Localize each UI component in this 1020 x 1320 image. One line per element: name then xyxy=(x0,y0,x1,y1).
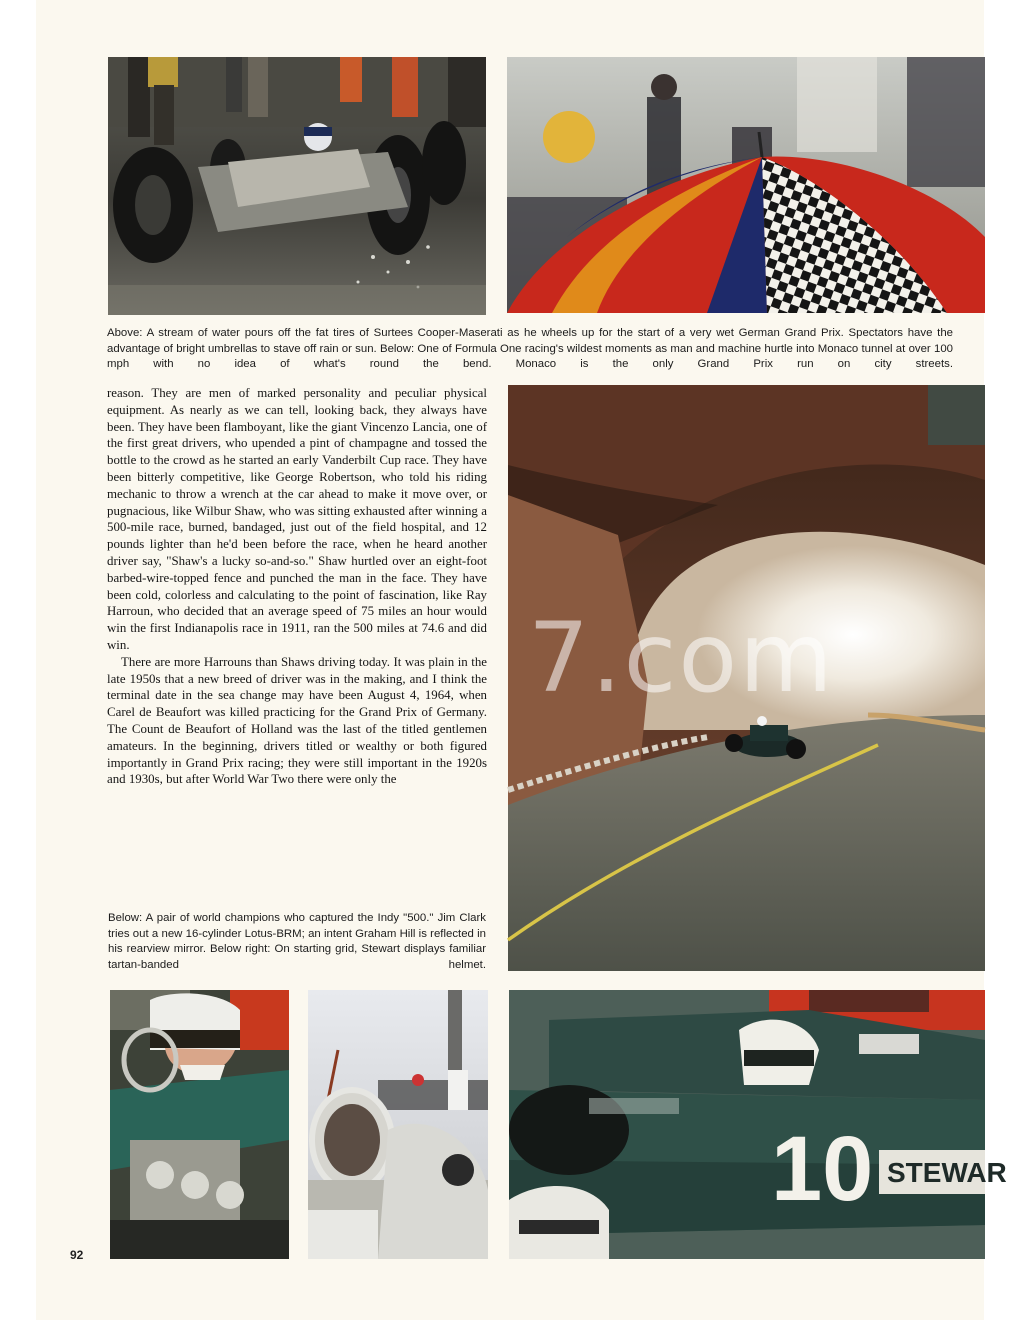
photo-jim-clark xyxy=(110,990,289,1259)
photo-surtees-wet-car xyxy=(108,57,486,315)
article-paragraph: There are more Harrouns than Shaws driving today. It was plain in the late 1950s that a new breed of driver was in the making, and I think the terminal date in the sea change may have been August 4, 1964, when Carel de Beaufort was killed practicing for the Grand Prix of Germany. The Count de Beaufort of Holland was the last of the titled gentlemen amateurs. In the beginning, drivers titled or wealthy or both figured importantly in Grand Prix racing; they were still important in the 1920s and 1930s, but after World War Two there were only the xyxy=(107,654,487,787)
article-paragraph: reason. They are men of marked personality and peculiar physical equipment. As nearly as we can tell, looking back, they always have been. They have been flamboyant, like the giant Vincenzo Lancia, one of the first great drivers, who upended a pint of champagne and tossed the bottle to the crowd as he started an early Vanderbilt Cup race. They have been bitterly competitive, like George Robertson, who told his riding mechanic to throw a wrench at the car ahead to make it move over, or pugnacious, like Wilbur Shaw, who was sitting exhausted after winning a 500-mile race, burned, bandaged, just out of the field hospital, and 12 pounds lighter than he'd been before the race, when he heard another driver say, "Shaw's a lucky so-and-so." Shaw hurtled over an eight-foot barbed-wire-topped fence and punched the man in the face. They have been cold, colorless and calculating to the point of fascination, like Ray Harroun, who decided that an average speed of 75 miles an hour would win the first Indianapolis race in 1911, ran the 500 miles at 74.6 and did win. xyxy=(107,386,487,652)
photo-stewart-starting-grid xyxy=(509,990,1007,1259)
photo-caption-top: Above: A stream of water pours off the fat tires of Surtees Cooper-Maserati as he wheels up for the start of a very wet German Grand Prix. Spectators have the advantage of bright umbrellas to stave off rain or sun. Below: One of Formula One racing's wildest moments as man and machine hurtle into Monaco tunnel at over 100 mph with no idea of what's round the bend. Monaco is the only Grand Prix run on city streets. xyxy=(107,327,953,370)
article-body xyxy=(107,385,487,788)
photo-caption-middle: Below: A pair of world champions who captured the Indy "500." Jim Clark tries out a new 16-cylinder Lotus-BRM; an intent Graham Hill is reflected in his rearview mirror. Below right: On starting grid, Stewart displays familiar tartan-banded helmet. xyxy=(108,912,486,971)
page-number: 92 xyxy=(70,1248,84,1262)
watermark: 7.com xyxy=(528,602,835,714)
photo-graham-hill-mirror xyxy=(308,990,488,1259)
car-number: 10 xyxy=(771,1118,874,1220)
photo-spectator-umbrella xyxy=(507,57,985,313)
car-name-plate: STEWAR xyxy=(887,1157,1007,1188)
